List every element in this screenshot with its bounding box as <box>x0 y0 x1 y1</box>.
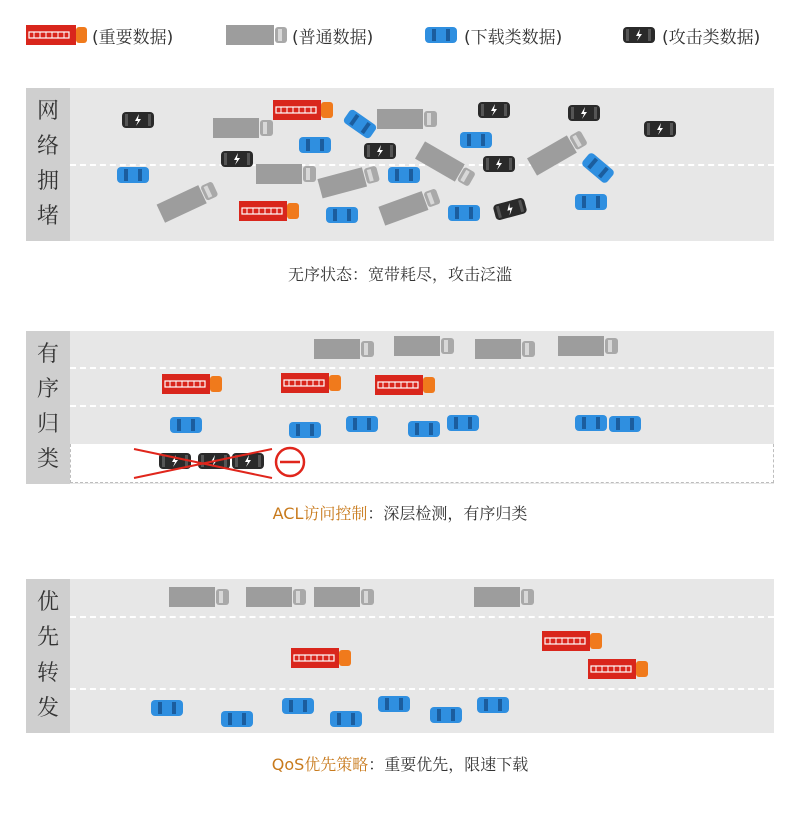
car-icon <box>326 207 358 223</box>
lightning-car-icon <box>644 121 676 137</box>
section-classification <box>26 331 774 531</box>
traffic-jam <box>26 88 774 241</box>
car-icon <box>447 415 479 431</box>
lightning-car-icon <box>478 102 510 118</box>
truck-icon <box>317 164 380 199</box>
car-icon <box>151 700 183 716</box>
car-icon <box>289 422 321 438</box>
caption-congestion: 无序状态：宽带耗尽，攻击泛滥 <box>287 265 512 284</box>
car-icon <box>282 698 314 714</box>
lightning-car-icon <box>364 143 396 159</box>
car-icon <box>117 167 149 183</box>
side-label: 优 先 转 发 <box>26 579 70 733</box>
car-icon <box>575 415 607 431</box>
section-congestion <box>26 88 774 288</box>
truck-icon <box>213 118 273 138</box>
fire-truck-icon <box>375 375 435 395</box>
fire-truck-icon <box>273 100 333 120</box>
car-icon <box>477 697 509 713</box>
legend-item-normal <box>226 18 373 52</box>
truck-icon <box>378 186 441 225</box>
caption-classification: ACL访问控制：深层检测，有序归类 <box>272 504 528 523</box>
truck-icon <box>558 336 618 356</box>
legend-label: (下载类数据) <box>464 27 563 48</box>
lightning-car-icon <box>568 105 600 121</box>
road-congested <box>26 88 774 241</box>
fire-truck-icon <box>291 648 351 668</box>
truck-icon <box>394 336 454 356</box>
legend-item-download <box>424 18 562 52</box>
truck-icon <box>169 587 229 607</box>
fire-truck-icon <box>26 24 88 46</box>
truck-icon <box>157 179 220 222</box>
car-icon <box>388 167 420 183</box>
car-icon <box>581 152 616 185</box>
lightning-car-icon <box>622 24 658 46</box>
truck-icon <box>475 339 535 359</box>
car-icon <box>330 711 362 727</box>
car-icon <box>408 421 440 437</box>
truck-icon <box>314 587 374 607</box>
truck-icon <box>474 587 534 607</box>
road-priority <box>26 579 774 733</box>
car-icon <box>424 24 460 46</box>
truck-icon <box>256 164 316 184</box>
car-icon <box>299 137 331 153</box>
legend-label: (重要数据) <box>92 27 174 48</box>
priority-traffic <box>26 579 774 733</box>
car-icon <box>346 416 378 432</box>
fire-truck-icon <box>281 373 341 393</box>
fire-truck-icon <box>162 374 222 394</box>
lightning-car-icon <box>221 151 253 167</box>
legend-item-important <box>26 18 173 52</box>
truck-icon <box>226 24 288 46</box>
legend-label: (普通数据) <box>292 27 374 48</box>
legend <box>26 18 790 52</box>
fire-truck-icon <box>239 201 299 221</box>
caption-priority: QoS优先策略：重要优先，限速下载 <box>271 755 529 774</box>
lightning-car-icon <box>492 197 527 221</box>
fire-truck-icon <box>542 631 602 651</box>
section-priority <box>26 579 774 789</box>
fire-truck-icon <box>588 659 648 679</box>
truck-icon <box>415 141 477 188</box>
car-icon <box>448 205 480 221</box>
legend-label: (攻击类数据) <box>662 27 761 48</box>
lightning-car-icon <box>483 156 515 172</box>
legend-item-attack <box>622 18 760 52</box>
car-icon <box>430 707 462 723</box>
car-icon <box>342 108 377 139</box>
side-label: 网 络 拥 堵 <box>26 88 70 241</box>
car-icon <box>221 711 253 727</box>
truck-icon <box>246 587 306 607</box>
truck-icon <box>314 339 374 359</box>
truck-icon <box>377 109 437 129</box>
car-icon <box>170 417 202 433</box>
side-label: 有 序 归 类 <box>26 331 70 484</box>
car-icon <box>378 696 410 712</box>
truck-icon <box>527 128 589 175</box>
ordered-traffic <box>26 331 774 484</box>
car-icon <box>609 416 641 432</box>
car-icon <box>460 132 492 148</box>
car-icon <box>575 194 607 210</box>
lightning-car-icon <box>122 112 154 128</box>
road-classified <box>26 331 774 484</box>
